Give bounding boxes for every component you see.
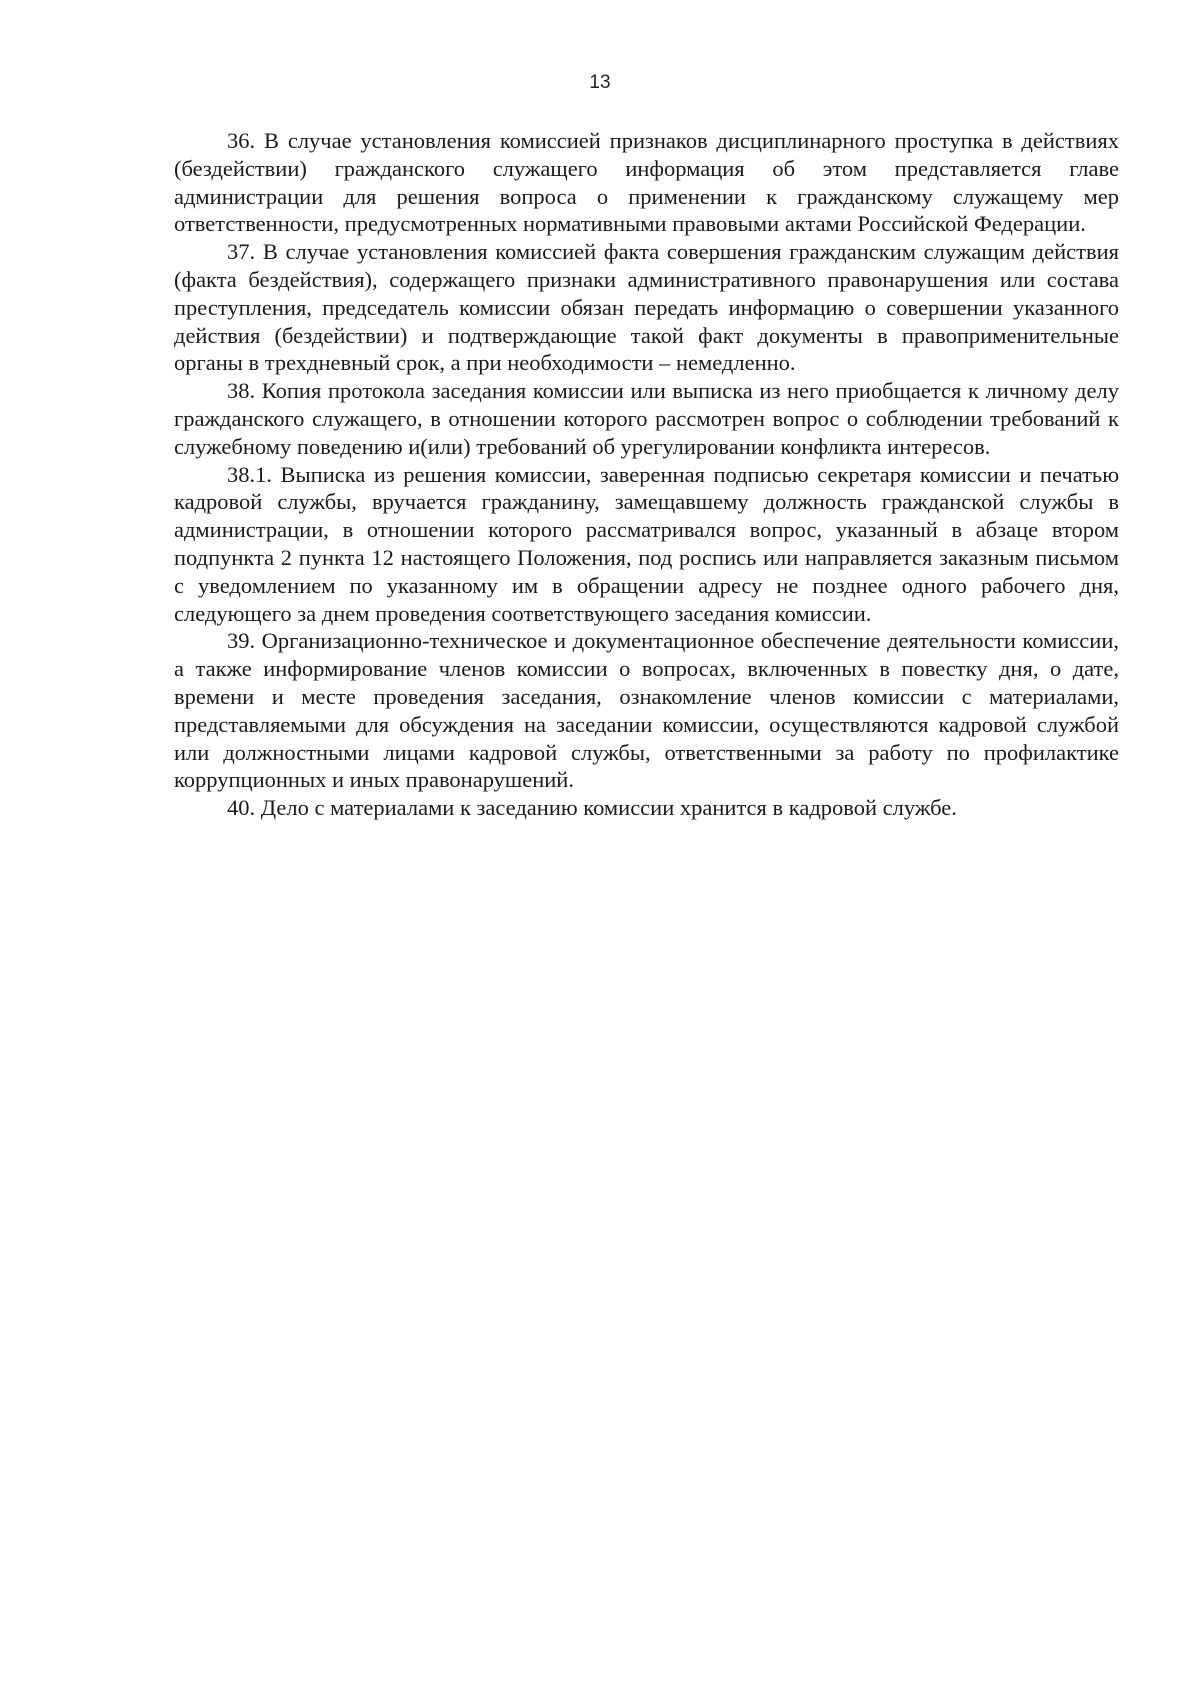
paragraph-36: 36. В случае установления комиссией признаков дисциплинарного проступка в действиях (бездействии) гражданского служащего информация об этом представляется главе администрации для решения вопроса о применении к гражданскому служащему мер ответственности, предусмотренных нормативными правовыми актами Российской Федерации. xyxy=(174,128,1119,237)
page-number: 13 xyxy=(589,72,611,93)
paragraph-38-1: 38.1. Выписка из решения комиссии, заверенная подписью секретаря комиссии и печатью кадровой службы, вручается гражданину, замещавшему должность гражданской службы в администрации, в отношении которого рассматривался вопрос, указанный в абзаце втором подпункта 2 пункта 12 настоящего Положения, под роспись или направляется заказным письмом с уведомлением по указанному им в обращении адресу не позднее одного рабочего дня, следующего за днем проведения соответствующего заседания комиссии. xyxy=(174,461,1119,626)
document-body xyxy=(174,127,1119,822)
paragraph-37: 37. В случае установления комиссией факта совершения гражданским служащим действия (факта бездействия), содержащего признаки административного правонарушения или состава преступления, председатель комиссии обязан передать информацию о совершении указанного действия (бездействии) и подтверждающие такой факт документы в правоприменительные органы в трехдневный срок, а при необходимости – немедленно. xyxy=(174,239,1119,376)
paragraph-38: 38. Копия протокола заседания комиссии или выписка из него приобщается к личному делу гражданского служащего, в отношении которого рассмотрен вопрос о соблюдении требований к служебному поведению и(или) требований об урегулировании конфликта интересов. xyxy=(174,378,1119,459)
paragraph-40: 40. Дело с материалами к заседанию комиссии хранится в кадровой службе. xyxy=(227,795,957,821)
paragraph-39: 39. Организационно-техническое и документационное обеспечение деятельности комиссии, а также информирование членов комиссии о вопросах, включенных в повестку дня, о дате, времени и месте проведения заседания, ознакомление членов комиссии с материалами, представляемыми для обсуждения на заседании комиссии, осуществляются кадровой службой или должностными лицами кадровой службы, ответственными за работу по профилактике коррупционных и иных правонарушений. xyxy=(174,628,1119,793)
